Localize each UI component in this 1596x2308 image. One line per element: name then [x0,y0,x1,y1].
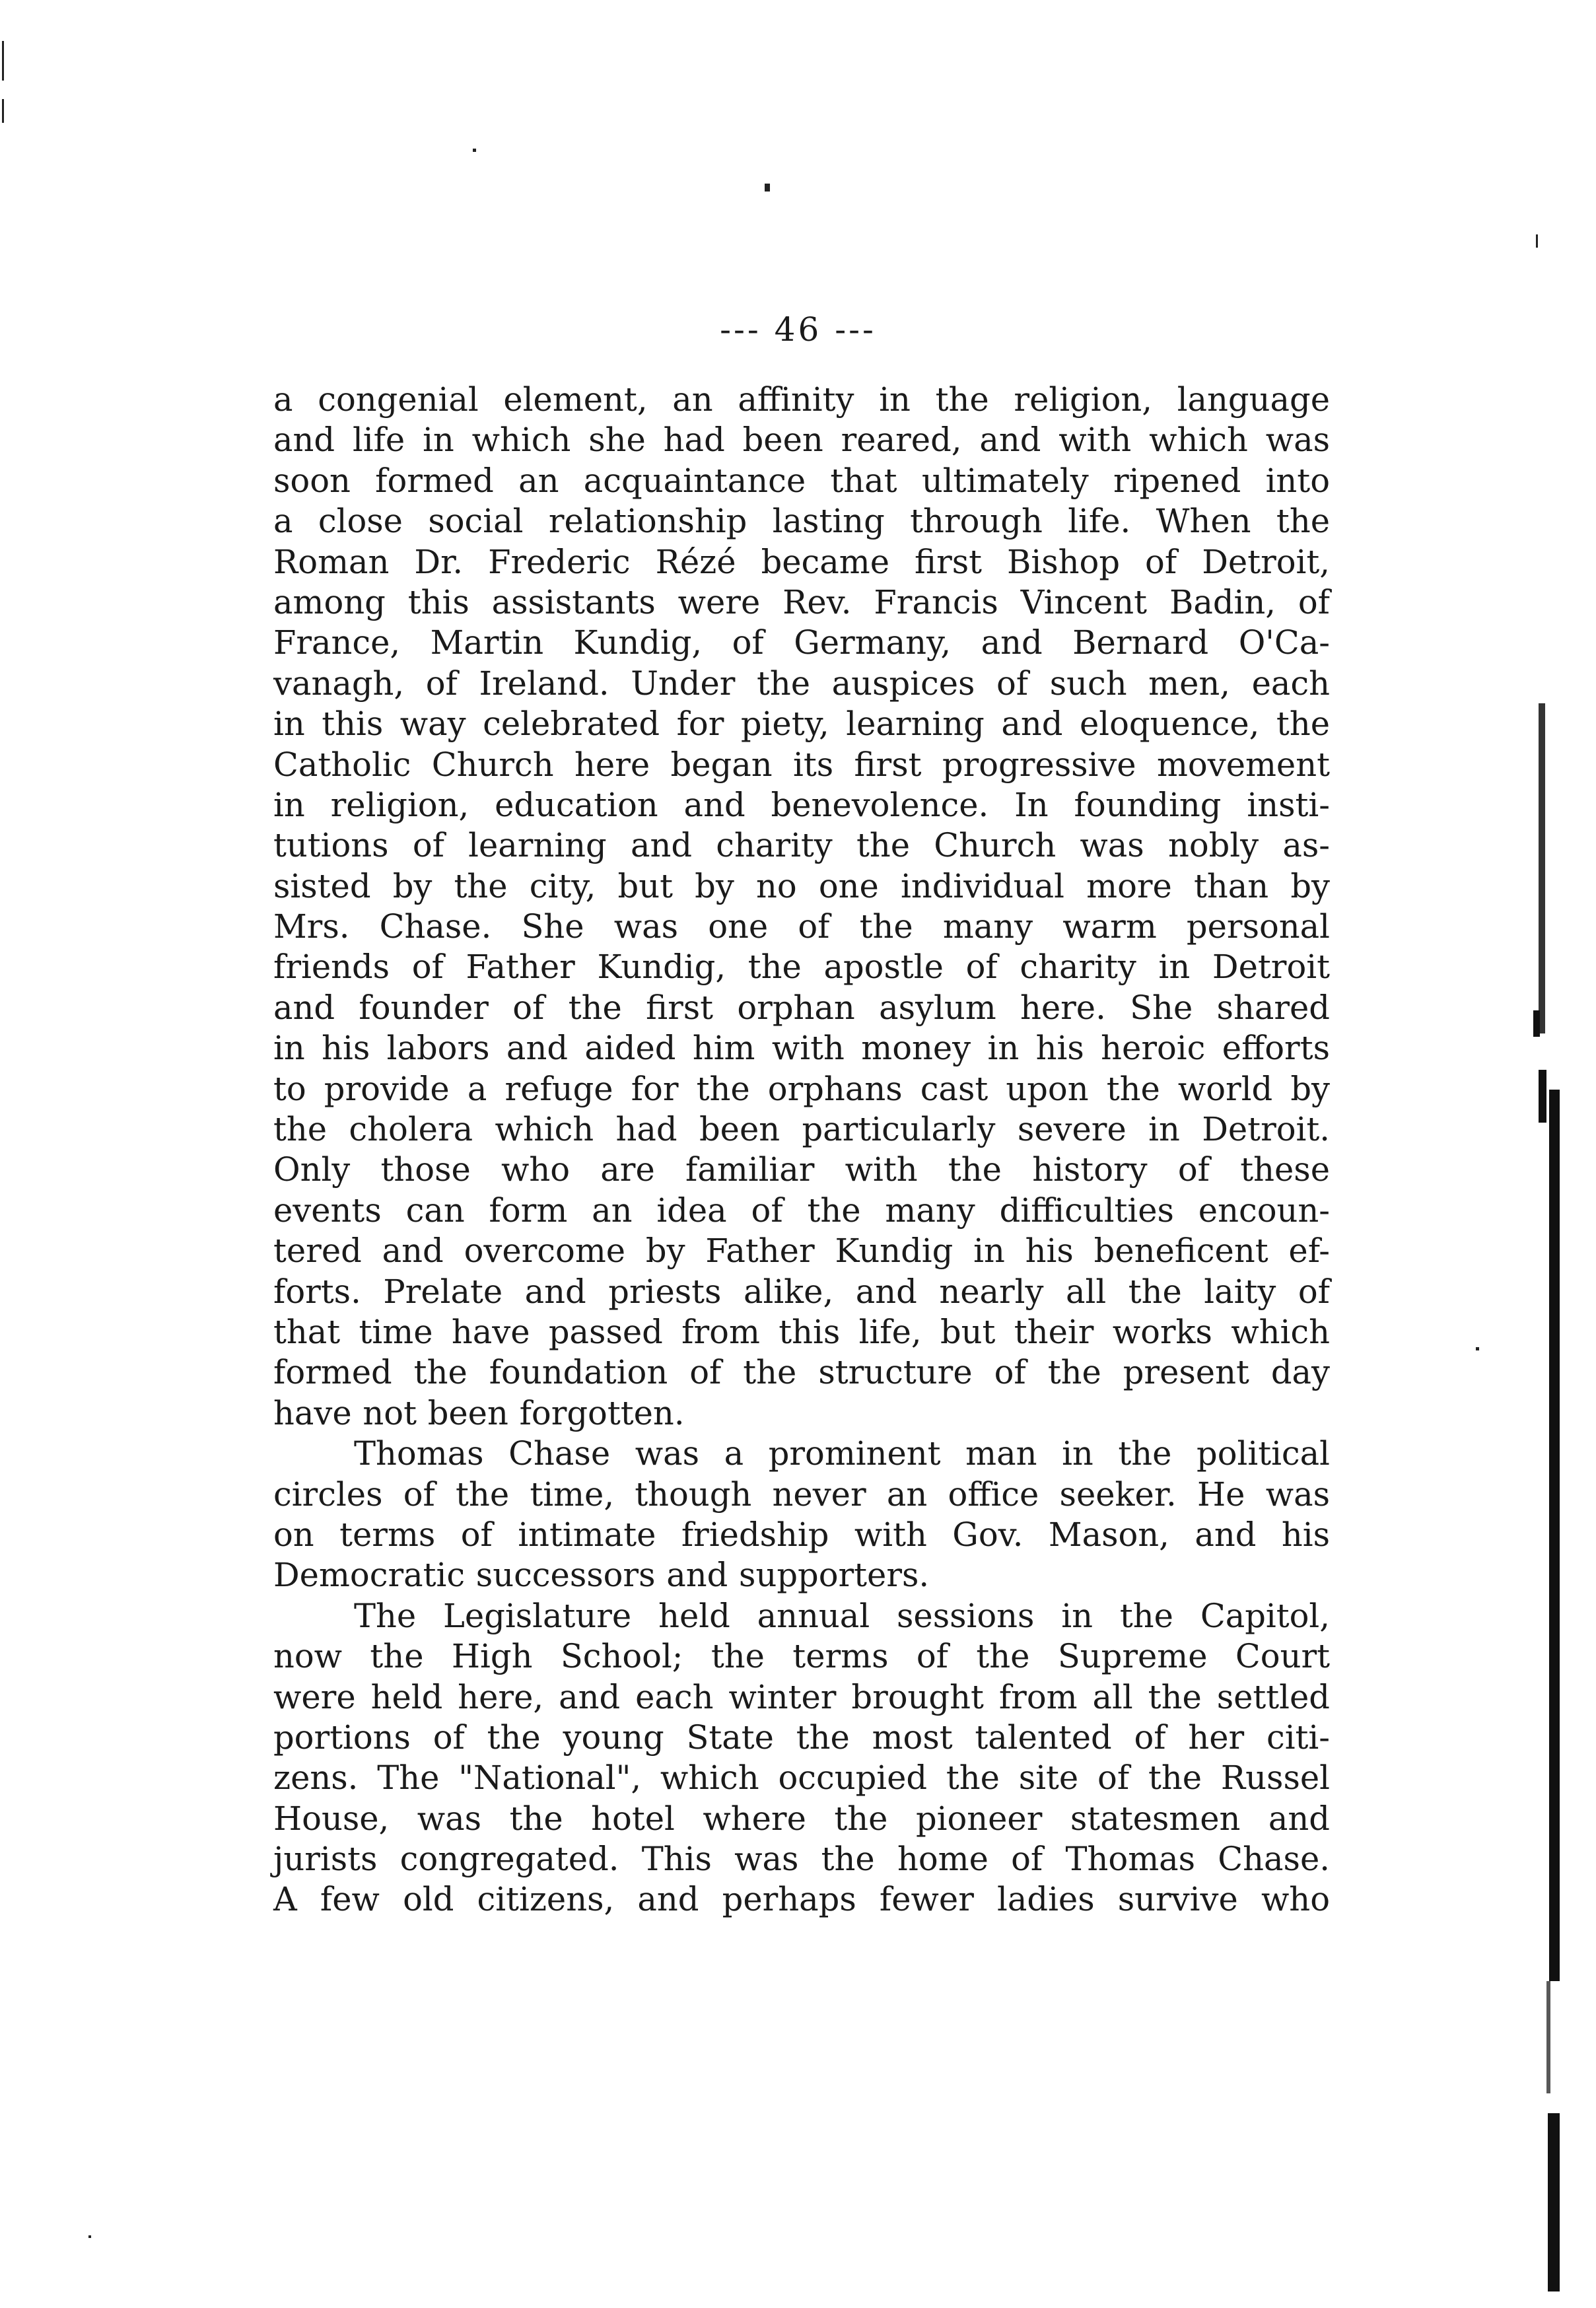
text-line: a congenial element, an affinity in the religion, language [273,380,1330,419]
text-line: House, was the hotel where the pioneer statesmen and [273,1799,1330,1838]
scan-speck [88,2235,91,2238]
binding-shadow [1549,1090,1560,1981]
text-line: vanagh, of Ireland. Under the auspices of such men, each [273,664,1330,703]
text-line: have not been forgotten. [273,1393,685,1432]
scan-speck [1536,234,1538,248]
text-line: formed the foundation of the structure of the present day [273,1353,1330,1392]
scan-speck [1476,1347,1479,1350]
scan-speck [2,41,4,81]
text-line: The Legislature held annual sessions in the Capitol, [354,1596,1330,1635]
text-line: in his labors and aided him with money in his heroic efforts [273,1029,1330,1068]
text-line: Thomas Chase was a prominent man in the political [354,1434,1330,1473]
binding-shadow [1539,1070,1546,1123]
text-line: events can form an idea of the many difficulties encoun- [273,1191,1330,1230]
text-line: Mrs. Chase. She was one of the many warm personal [273,907,1330,946]
text-line: among this assistants were Rev. Francis Vincent Badin, of [273,582,1330,621]
text-line: the cholera which had been particularly severe in Detroit. [273,1110,1330,1149]
text-line: and founder of the first orphan asylum here. She shared [273,988,1330,1027]
text-line: Only those who are familiar with the history of these [273,1150,1330,1189]
text-line: tutions of learning and charity the Church was nobly as- [273,826,1330,865]
text-line: soon formed an acquaintance that ultimately ripened into [273,461,1330,500]
scan-speck [473,149,476,152]
body-text [273,380,1330,1920]
text-line: Roman Dr. Frederic Rézé became first Bishop of Detroit, [273,542,1330,581]
text-line: zens. The "National", which occupied the site of the Russel [273,1759,1330,1798]
text-line: portions of the young State the most talented of her citi- [273,1718,1330,1757]
text-line: Catholic Church here began its first progressive movement [273,745,1330,784]
page-number: --- 46 --- [720,310,876,349]
binding-shadow [1539,703,1545,1033]
text-line: France, Martin Kundig, of Germany, and Bernard O'Ca- [273,623,1330,662]
text-line: sisted by the city, but by no one individual more than by [273,866,1330,905]
binding-shadow [1546,1981,1550,2093]
text-line: and life in which she had been reared, and with which was [273,421,1330,460]
text-line: now the High School; the terms of the Supreme Court [273,1637,1330,1676]
text-line: were held here, and each winter brought from all the settled [273,1677,1330,1716]
binding-shadow [1548,2113,1560,2291]
text-line: A few old citizens, and perhaps fewer ladies survive who [273,1880,1330,1919]
scan-speck [2,99,4,123]
text-line: that time have passed from this life, but their works which [273,1312,1330,1351]
text-line: to provide a refuge for the orphans cast upon the world by [273,1069,1330,1108]
text-line: a close social relationship lasting through life. When the [273,502,1330,541]
text-line: on terms of intimate friedship with Gov. Mason, and his [273,1515,1330,1554]
text-line: in religion, education and benevolence. In founding insti- [273,785,1330,824]
text-line: friends of Father Kundig, the apostle of charity in Detroit [273,948,1330,987]
text-line: circles of the time, though never an office seeker. He was [273,1475,1330,1514]
text-line: tered and overcome by Father Kundig in his beneficent ef- [273,1232,1330,1271]
text-line: in this way celebrated for piety, learning and eloquence, the [273,705,1330,744]
binding-shadow [1533,1010,1540,1037]
scan-speck [765,184,770,192]
text-line: forts. Prelate and priests alike, and nearly all the laity of [273,1272,1330,1311]
text-line: jurists congregated. This was the home of Thomas Chase. [273,1840,1330,1879]
text-line: Democratic successors and supporters. [273,1556,930,1595]
